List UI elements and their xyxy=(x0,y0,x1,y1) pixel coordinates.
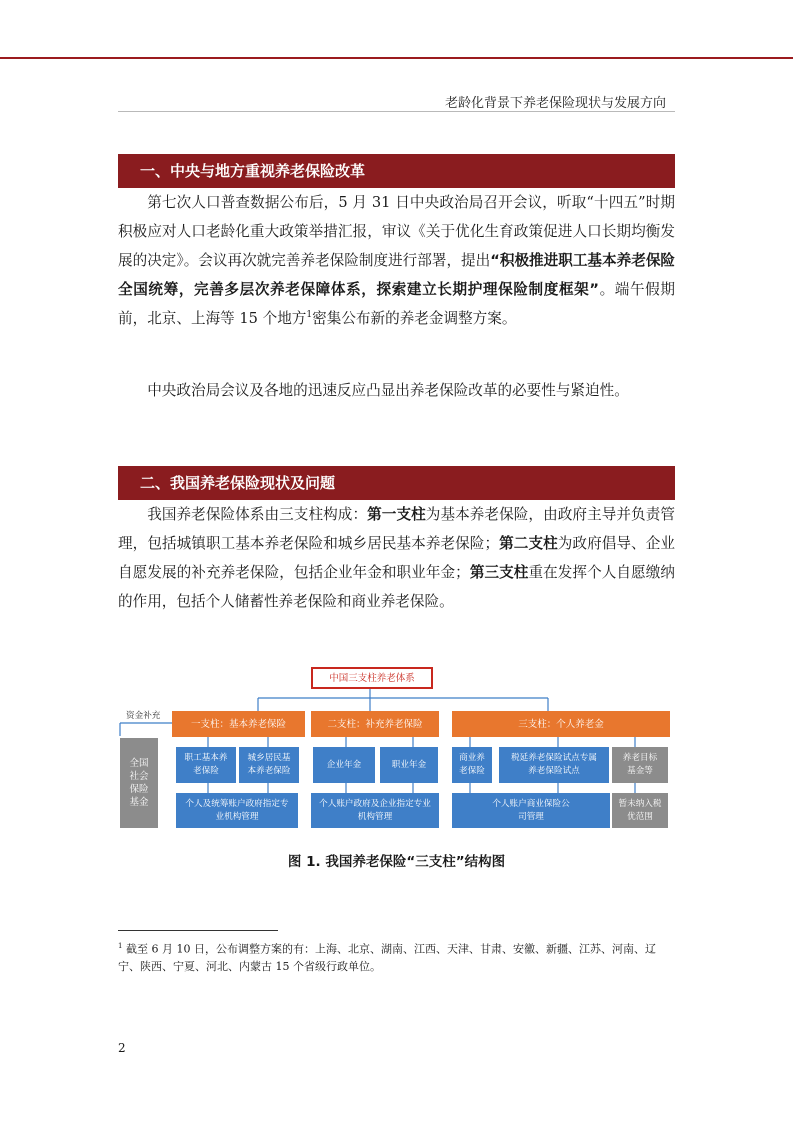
enterprise-annuity-box: 企业年金 xyxy=(313,747,375,783)
section-1-heading: 一、中央与地方重视养老保险改革 xyxy=(118,154,675,188)
section-1-paragraph-1: 第七次人口普查数据公布后，5 月 31 日中央政治局召开会议，听取“十四五”时期积极应对人口老龄化重大政策举措汇报，审议《关于优化生育政策促进人口长期均衡发展的决定》。会议再次就完善养老保险制度进行部署，提出“积极推进职工基本养老保险全国统筹，完善多层次养老保障体系，探索建立长期护理保险制度框架”。端午假期前，北京、上海等 15 个地方$^1$密集公布新的养老金调整方案。 xyxy=(118,194,676,327)
commercial-pension-box: 商业养老保险 xyxy=(452,747,492,783)
page-number: 2 xyxy=(118,1041,126,1055)
pillar-1-box: 一支柱：基本养老保险 xyxy=(172,711,305,737)
three-pillar-diagram xyxy=(118,665,678,835)
footnote: $^1$ 截至 6 月 10 日，公布调整方案的有：上海、北京、湖南、江西、天津、甘肃、安徽、新疆、江苏、河南、辽宁、陕西、宁夏、河北、内蒙古 15 个省级行政单位。 xyxy=(118,942,656,973)
occupational-annuity-box: 职业年金 xyxy=(380,747,438,783)
footnote-ref[interactable]: 1 xyxy=(306,310,313,321)
funding-label: 资金补充 xyxy=(126,711,161,721)
section-2-heading: 二、我国养老保险现状及问题 xyxy=(118,466,675,500)
pillar-2-box: 二支柱：补充养老保险 xyxy=(311,711,439,737)
meeting-quote: “积极推进职工基本养老保险全国统筹，完善多层次养老保障体系，探索建立长期护理保险制度框架” xyxy=(118,252,676,298)
section-1-paragraph-2: 中央政治局会议及各地的迅速反应凸显出养老保险改革的必要性与紧迫性。 xyxy=(147,382,629,399)
running-header-title: 老龄化背景下养老保险现状与发展方向 xyxy=(444,96,666,111)
tax-deferred-pilot-box: 税延养老保险试点专属养老保险试点 xyxy=(499,747,609,783)
national-fund-box: 全国社会保险基金 xyxy=(120,738,158,828)
diagram-top-box: 中国三支柱养老体系 xyxy=(311,667,433,689)
pillar-1-account-box: 个人及统筹账户政府指定专业机构管理 xyxy=(176,793,298,828)
pillar-3-account-box: 个人账户商业保险公司管理 xyxy=(452,793,610,828)
section-2-paragraph: 我国养老保险体系由三支柱构成：第一支柱为基本养老保险，由政府主导并负责管理，包括城镇职工基本养老保险和城乡居民基本养老保险；第二支柱为政府倡导、企业自愿发展的补充养老保险，包括企业年金和职业年金；第三支柱重在发挥个人自愿缴纳的作用，包括个人储蓄性养老保险和商业养老保险。 xyxy=(118,506,675,610)
employee-pension-box: 职工基本养老保险 xyxy=(176,747,236,783)
resident-pension-box: 城乡居民基本养老保险 xyxy=(239,747,299,783)
header-rule xyxy=(118,111,675,112)
footnote-rule xyxy=(118,930,278,931)
header-top-line xyxy=(0,57,793,59)
target-fund-box: 养老目标基金等 xyxy=(612,747,668,783)
pillar-2-account-box: 个人账户政府及企业指定专业机构管理 xyxy=(311,793,439,828)
figure-caption: 图 1. 我国养老保险“三支柱”结构图 xyxy=(287,854,506,870)
pillar-3-box: 三支柱：个人养老金 xyxy=(452,711,670,737)
tax-exempt-box: 暂未纳入税优范围 xyxy=(612,793,668,828)
